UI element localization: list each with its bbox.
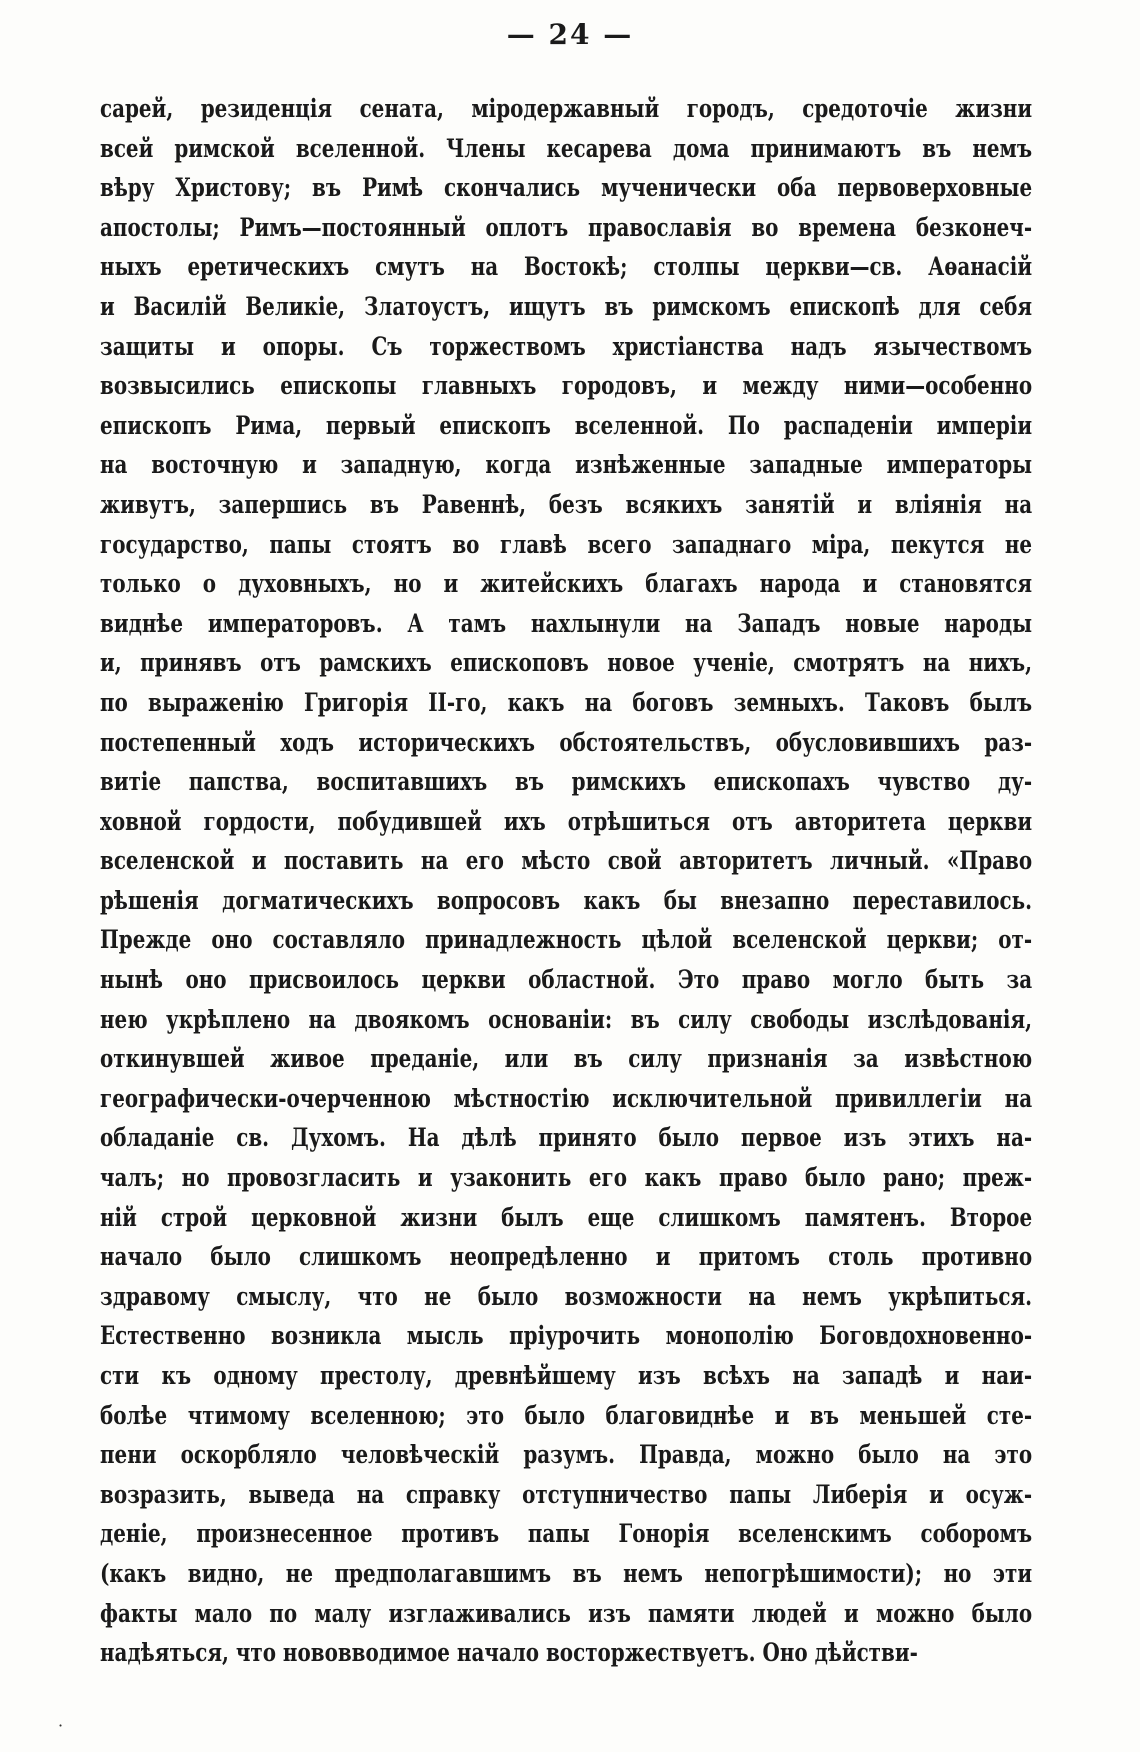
text-line: ховной гордости, побудившей ихъ отрѣшиться отъ авторитета церкви: [100, 806, 1033, 837]
text-line: чалъ; но провозгласить и узаконить его какъ право было рано; преж-: [100, 1163, 1033, 1194]
text-line: постепенный ходъ историческихъ обстоятельствъ, обусловившихъ раз-: [100, 727, 1033, 758]
text-line: здравому смыслу, что не было возможности на немъ укрѣпиться.: [100, 1281, 1033, 1312]
text-line: и Василій Великіе, Златоустъ, ищутъ въ римскомъ епископѣ для себя: [100, 291, 1033, 322]
page-number: — 24 —: [506, 18, 634, 51]
text-line: и, принявъ отъ рамскихъ епископовъ новое ученіе, смотрятъ на нихъ,: [100, 648, 1033, 679]
text-line: на восточную и западную, когда изнѣженные западные императоры: [100, 450, 1033, 481]
text-line: откинувшей живое преданіе, или въ силу признанія за извѣстною: [100, 1044, 1033, 1075]
text-line: рѣшенія догматическихъ вопросовъ какъ бы внезапно переставилось.: [100, 885, 1033, 916]
text-line: нею укрѣплено на двоякомъ основаніи: въ силу свободы изслѣдованія,: [100, 1004, 1033, 1035]
text-line: живутъ, запершись въ Равеннѣ, безъ всякихъ занятій и вліянія на: [100, 489, 1033, 520]
text-line: ныхъ еретическихъ смутъ на Востокѣ; столпы церкви—св. Аѳанасій: [100, 252, 1033, 283]
text-line: витіе папства, воспитавшихъ въ римскихъ епископахъ чувство ду-: [100, 767, 1033, 798]
text-line: пени оскорбляло человѣческій разумъ. Правда, можно было на это: [100, 1440, 1033, 1471]
text-line: Естественно возникла мысль пріурочить монополію Боговдохновенно-: [100, 1321, 1033, 1352]
text-line: государство, папы стоятъ во главѣ всего западнаго міра, пекутся не: [100, 529, 1033, 560]
text-line: обладаніе св. Духомъ. На дѣлѣ принято было первое изъ этихъ на-: [100, 1123, 1033, 1154]
text-line: виднѣе императоровъ. А тамъ нахлынули на Западъ новые народы: [100, 608, 1033, 639]
text-line: сти къ одному престолу, древнѣйшему изъ всѣхъ на западѣ и наи-: [100, 1361, 1033, 1391]
text-line: надѣяться, что нововводимое начало восторжествуетъ. Оно дѣйстви-: [100, 1638, 918, 1669]
text-line: по выраженію Григорія II-го, какъ на боговъ земныхъ. Таковъ былъ: [100, 687, 1033, 718]
text-line: болѣе чтимому вселенною; это было благовиднѣе и въ меньшей сте-: [100, 1400, 1033, 1431]
text-line: апостолы; Римъ—постоянный оплотъ православія во времена безконеч-: [100, 212, 1033, 243]
text-line: Прежде оно составляло принадлежность цѣлой вселенской церкви; от-: [100, 925, 1033, 956]
text-line: всей римской вселенной. Члены кесарева дома принимаютъ въ немъ: [100, 133, 1033, 164]
print-speck: ·: [58, 1716, 64, 1735]
text-line: возразить, выведа на справку отступничество папы Либерія и осуж-: [100, 1479, 1033, 1510]
text-line: (какъ видно, не предполагавшимъ въ немъ непогрѣшимости); но эти: [100, 1558, 1033, 1589]
text-line: епископъ Рима, первый епископъ вселенной. По распаденіи имперіи: [100, 410, 1033, 441]
text-line: сарей, резиденція сената, міродержавный городъ, средоточіе жизни: [100, 94, 1033, 124]
text-line: только о духовныхъ, но и житейскихъ благахъ народа и становятся: [100, 569, 1033, 600]
text-line: факты мало по малу изглаживались изъ памяти людей и можно было: [100, 1598, 1033, 1629]
text-line: начало было слишкомъ неопредѣленно и притомъ столь противно: [100, 1242, 1033, 1273]
text-line: вселенской и поставить на его мѣсто свой авторитетъ личный. «Право: [100, 846, 1033, 877]
text-line: нынѣ оно присвоилось церкви областной. Это право могло быть за: [100, 965, 1033, 996]
text-line: вѣру Христову; въ Римѣ скончались мученически оба первоверховные: [100, 173, 1033, 204]
text-line: ній строй церковной жизни былъ еще слишкомъ памятенъ. Второе: [100, 1202, 1033, 1233]
text-line: защиты и опоры. Съ торжествомъ христіанства надъ язычествомъ: [100, 331, 1033, 362]
body-text: [100, 90, 1032, 1674]
text-line: деніе, произнесенное противъ папы Гонорія вселенскимъ соборомъ: [100, 1519, 1033, 1550]
text-line: географически-очерченною мѣстностію исключительной привиллегіи на: [100, 1083, 1033, 1114]
text-line: возвысились епископы главныхъ городовъ, и между ними—особенно: [100, 371, 1033, 402]
